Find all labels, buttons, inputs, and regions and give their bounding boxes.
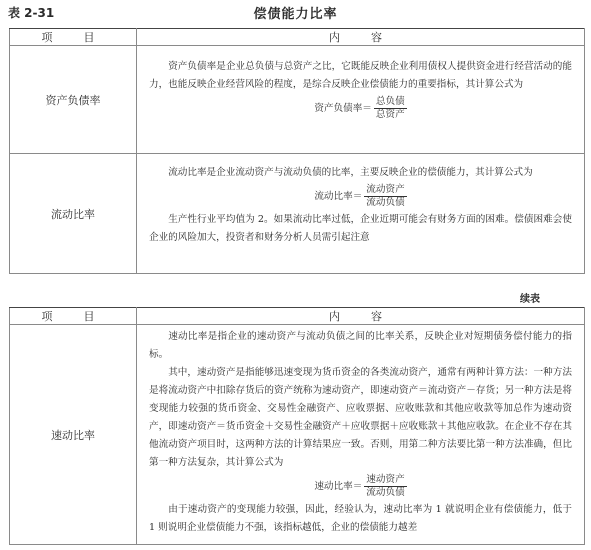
table-row-current-ratio [10, 154, 585, 274]
table-row-quick-ratio [10, 325, 585, 545]
table-header-row [10, 29, 585, 46]
quick-assets-explanation: 其中，速动资产是指能够迅速变现为货币资金的各类流动资产，通常有两种计算方法：一种方法是将流动资产中扣除存货后的资产统称为速动资产，即速动资产＝流动资产－存货；另一种方法是将变现能力较强的货币资金、交易性金融资产、应收票据、应收账款和其他应收款等加总作为速动资产，即速动资产＝货币资金＋交易性金融资产＋应收票据＋应收账款＋其他应收款。在企业不存在其他流动资产项目时，这两种方法的计算结果应一致。否则，用第二种方法要比第一种方法准确，但比第一种方法复杂，其计算公式为 [149, 367, 572, 468]
header-item: 项 目 [10, 308, 137, 325]
formula-denominator: 流动负债 [366, 487, 405, 498]
table-number-label: 表 2-31 [8, 6, 55, 20]
quick-ratio-description: 速动比率是指企业的速动资产与流动负债之间的比率关系，反映企业对短期债务偿付能力的指标。 [149, 331, 572, 360]
formula-denominator: 流动负债 [366, 197, 405, 208]
formula-fraction [364, 474, 406, 499]
formula-numerator: 总负债 [375, 96, 405, 107]
row-name-quick-ratio: 速动比率 [10, 325, 137, 545]
formula-numerator: 流动资产 [366, 184, 405, 195]
current-ratio-description: 流动比率是企业流动资产与流动负债的比率，主要反映企业的偿债能力，其计算公式为 [168, 167, 533, 178]
row-name-current-ratio: 流动比率 [10, 154, 137, 274]
header-content: 内 容 [137, 308, 585, 325]
table-row-debt-ratio [10, 46, 585, 154]
formula-denominator: 总资产 [375, 109, 405, 120]
ratio-table-part2 [9, 307, 585, 545]
quick-ratio-formula [149, 474, 572, 499]
header-item: 项 目 [10, 29, 137, 46]
quick-ratio-note: 由于速动资产的变现能力较强，因此，经验认为，速动比率为 1 就说明企业有偿债能力，低于 1 则说明企业偿债能力不强，该指标越低，企业的偿债能力越差 [149, 504, 572, 533]
debt-ratio-formula [149, 96, 572, 121]
formula-lhs: 流动比率＝ [314, 190, 363, 202]
ratio-table-part1 [9, 28, 585, 274]
formula-fraction [374, 96, 407, 121]
header-content: 内 容 [137, 29, 585, 46]
formula-numerator: 速动资产 [366, 474, 405, 485]
debt-ratio-description: 资产负债率是企业总负债与总资产之比，它既能反映企业利用债权人提供资金进行经营活动的能力，也能反映企业经营风险的程度，是综合反映企业偿债能力的重要指标，其计算公式为 [149, 61, 572, 90]
current-ratio-note: 生产性行业平均值为 2。如果流动比率过低，企业近期可能会有财务方面的困难。偿债困难会使企业的风险加大，投资者和财务分析人员需引起注意 [149, 214, 572, 243]
continued-label: 续表 [520, 294, 540, 305]
formula-lhs: 资产负债率＝ [314, 102, 372, 114]
table-title: 偿债能力比率 [253, 7, 338, 22]
current-ratio-formula [149, 184, 572, 209]
formula-fraction [364, 184, 406, 209]
row-name-debt-ratio: 资产负债率 [10, 46, 137, 154]
formula-lhs: 速动比率＝ [314, 480, 363, 492]
table-header-row-continued [10, 308, 585, 325]
